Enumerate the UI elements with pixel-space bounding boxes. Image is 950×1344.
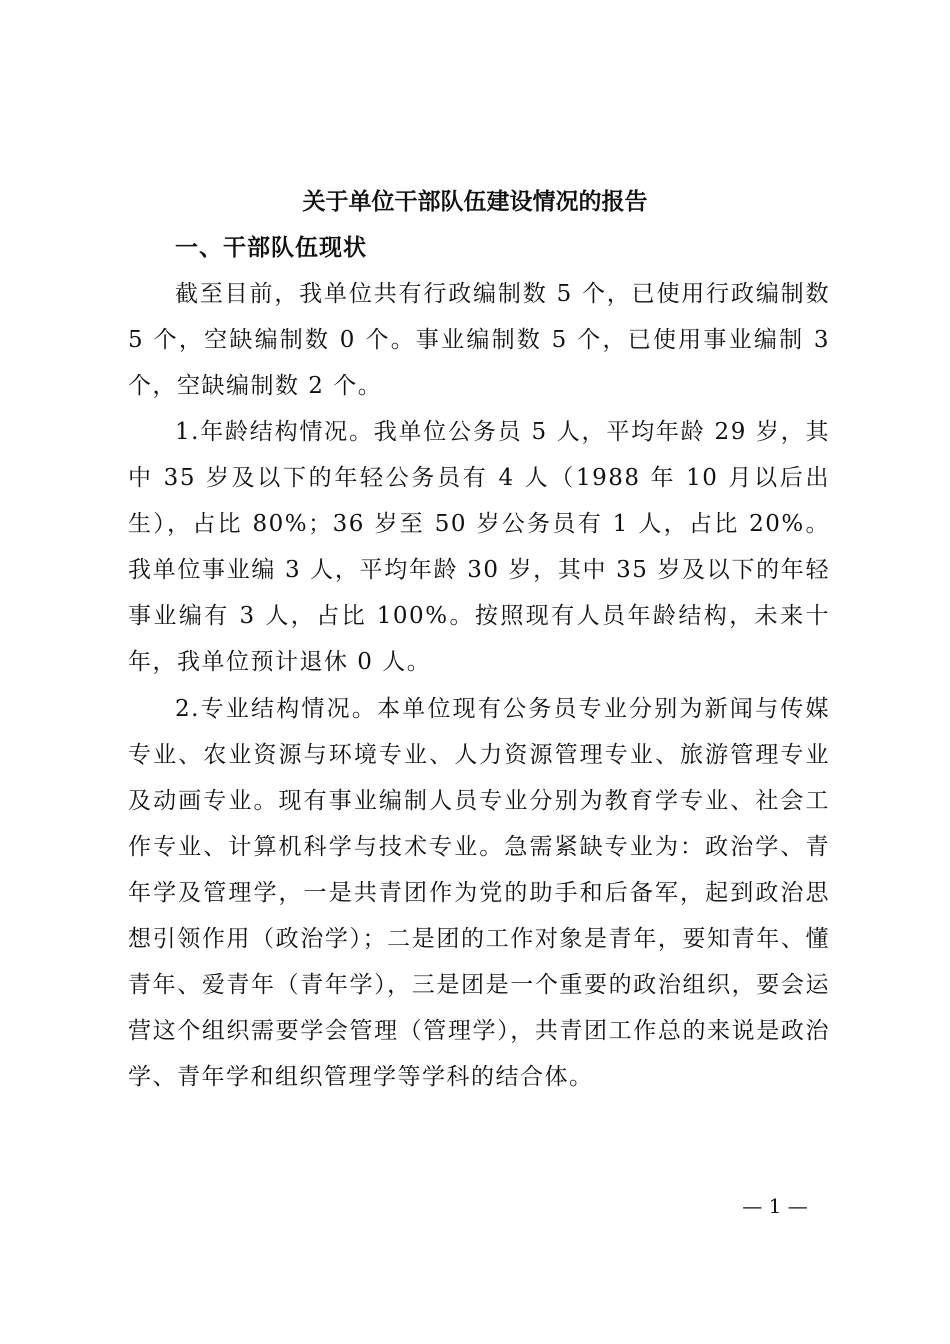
paragraph-staffing: 截至目前，我单位共有行政编制数 5 个，已使用行政编制数 5 个，空缺编制数 0 个。事业编制数 5 个，已使用事业编制 3 个，空缺编制数 2 个。 — [128, 281, 830, 399]
section-heading: 一、干部队伍现状 — [175, 235, 367, 261]
paragraph-major-structure: 2.专业结构情况。本单位现有公务员专业分别为新闻与传媒专业、农业资源与环境专业、人力资源管理专业、旅游管理专业及动画专业。现有事业编制人员专业分别为教育学专业、社会工作专业、计算机科学与技术专业。急需紧缺专业为：政治学、青年学及管理学，一是共青团作为党的助手和后备军，起到政治思想引领作用（政治学）；二是团的工作对象是青年，要知青年、懂青年、爱青年（青年学），三是团是一个重要的政治组织，要会运营这个组织需要学会管理（管理学），共青团工作总的来说是政治学、青年学和组织管理学等学科的结合体。 — [128, 696, 830, 1090]
page-number: — 1 — — [742, 1194, 808, 1218]
paragraph-age-structure: 1.年龄结构情况。我单位公务员 5 人，平均年龄 29 岁，其中 35 岁及以下的年轻公务员有 4 人（1988 年 10 月以后出生），占比 80%；36 岁至 50 岁公务员有 1 人，占比 20%。我单位事业编 3 人，平均年龄 30 岁，其中 35 岁及以下的年轻事业编有 3 人，占比 100%。按照现有人员年龄结构，未来十年，我单位预计退休 0 人。 — [128, 419, 830, 675]
document-title: 关于单位干部队伍建设情况的报告 — [302, 188, 648, 215]
